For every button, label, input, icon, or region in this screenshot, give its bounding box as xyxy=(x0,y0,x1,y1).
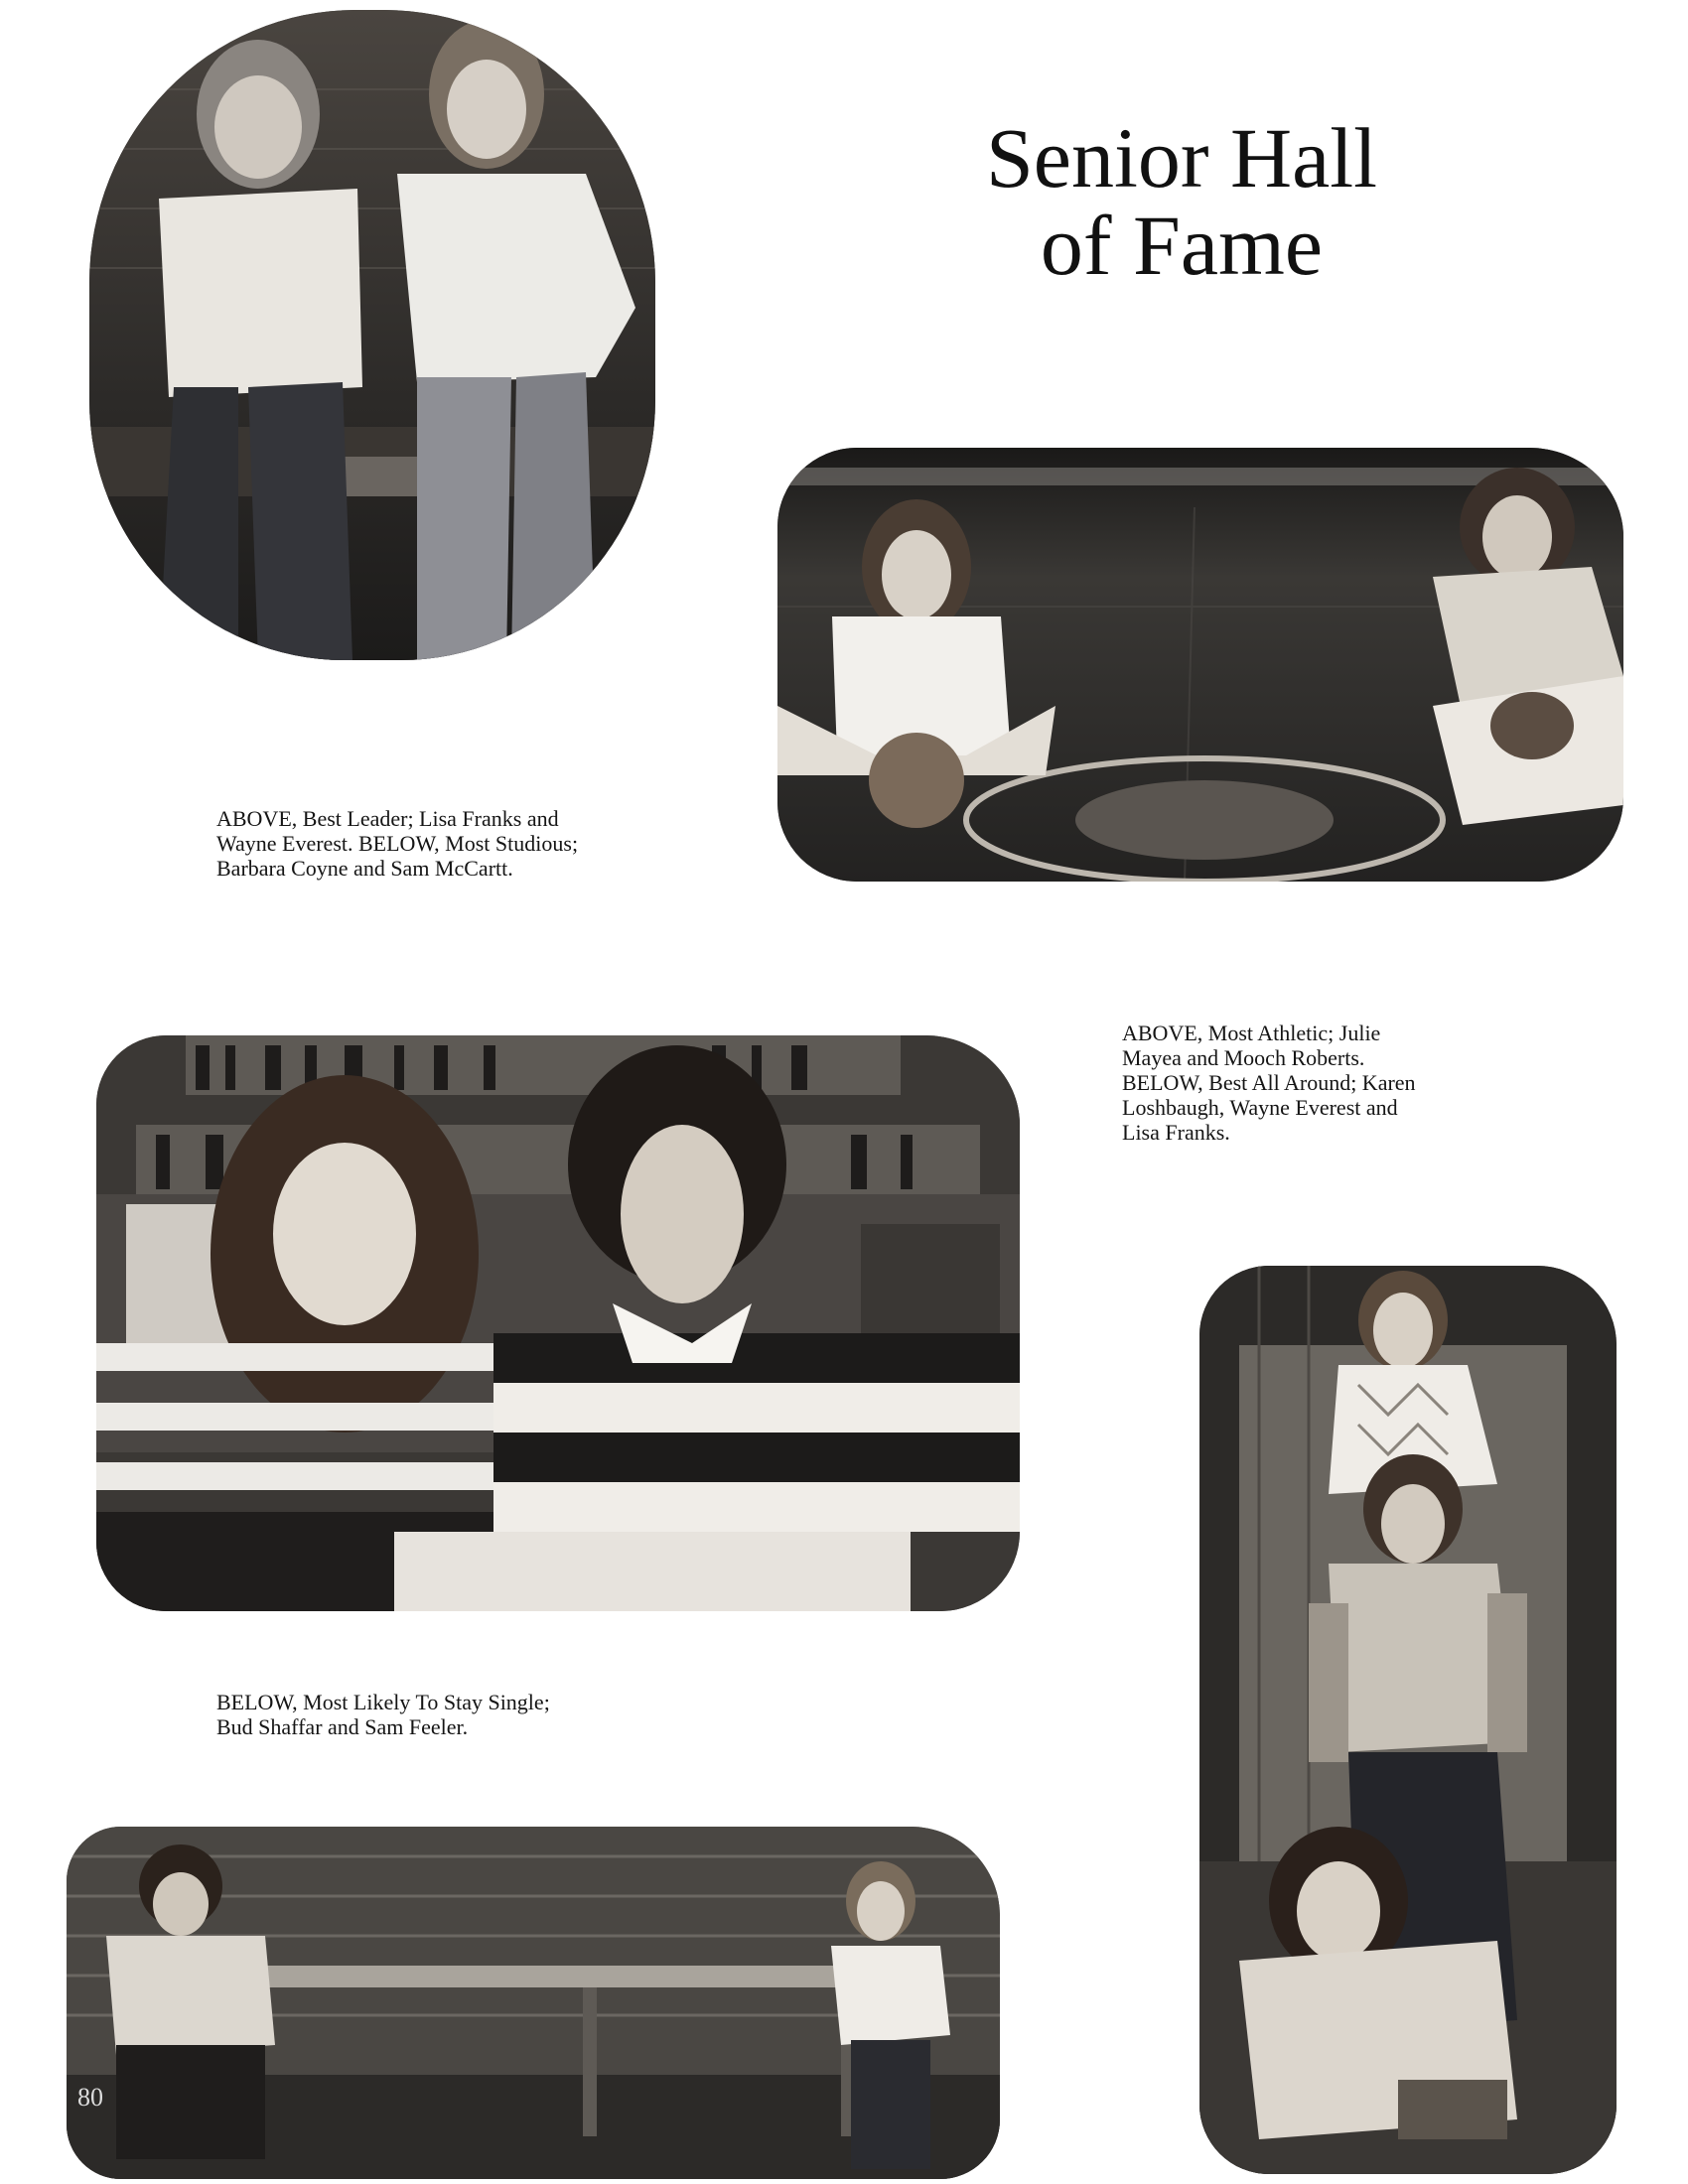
caption-line: BELOW, Most Likely To Stay Single; xyxy=(216,1690,550,1714)
caption-most-athletic-best-all-around xyxy=(1122,1021,1416,1145)
caption-line: ABOVE, Most Athletic; Julie xyxy=(1122,1021,1381,1045)
page-title-line-2: of Fame xyxy=(1040,198,1324,293)
photo-best-all-around-art xyxy=(1199,1266,1617,2174)
photo-most-likely-to-stay-single-art xyxy=(67,1827,1000,2179)
photo-most-athletic xyxy=(96,1035,1020,1611)
caption-line: BELOW, Best All Around; Karen xyxy=(1122,1070,1416,1095)
photo-best-all-around xyxy=(1199,1266,1617,2174)
photo-most-studious xyxy=(777,448,1623,882)
page-title-line-1: Senior Hall xyxy=(985,110,1378,205)
caption-line: Barbara Coyne and Sam McCartt. xyxy=(216,856,513,881)
page-number: 80 xyxy=(77,2083,103,2112)
photo-best-leader-art xyxy=(89,10,655,660)
photo-best-leader xyxy=(89,10,655,660)
caption-line: Loshbaugh, Wayne Everest and xyxy=(1122,1095,1398,1120)
caption-line: Mayea and Mooch Roberts. xyxy=(1122,1045,1365,1070)
photo-most-likely-to-stay-single xyxy=(67,1827,1000,2179)
caption-line: Wayne Everest. BELOW, Most Studious; xyxy=(216,831,579,856)
caption-most-likely-to-stay-single xyxy=(216,1690,550,1739)
photo-most-athletic-art xyxy=(96,1035,1020,1611)
caption-line: Bud Shaffar and Sam Feeler. xyxy=(216,1714,469,1739)
caption-line: Lisa Franks. xyxy=(1122,1120,1230,1145)
photo-most-studious-art xyxy=(777,448,1623,882)
caption-line: ABOVE, Best Leader; Lisa Franks and xyxy=(216,806,559,831)
page-title xyxy=(923,110,1440,293)
caption-best-leader-most-studious xyxy=(216,806,578,881)
